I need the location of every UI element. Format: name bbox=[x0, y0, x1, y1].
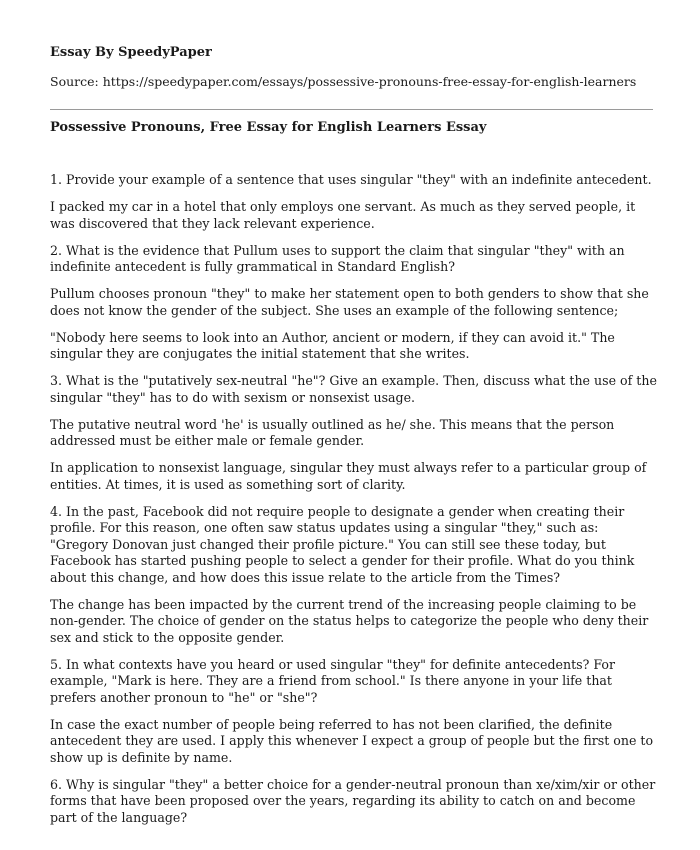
answer-2a: Pullum chooses pronoun "they" to make her statement open to both genders to show that she does not know the gender of the subject. She uses an example of the following sentence; bbox=[50, 286, 649, 318]
header-divider bbox=[50, 109, 653, 110]
question-1: 1. Provide your example of a sentence that uses singular "they" with an indefinite antecedent. bbox=[50, 172, 652, 187]
source-url: Source: https://speedypaper.com/essays/possessive-pronouns-free-essay-for-english-learners bbox=[50, 74, 637, 89]
question-2: 2. What is the evidence that Pullum uses to support the claim that singular "they" with an indefinite antecedent is fully grammatical in Standard English? bbox=[50, 242, 625, 274]
answer-5: In case the exact number of people being referred to has not been clarified, the definite antecedent they are used. I apply this whenever I expect a group of people but the first one to show up is definite by name. bbox=[50, 716, 654, 765]
question-5: 5. In what contexts have you heard or used singular "they" for definite antecedents? For example, "Mark is here. They are a friend from school." Is there anyone in your life that prefers another pronoun to "he" or "she"? bbox=[50, 656, 616, 705]
essay-body bbox=[50, 172, 660, 837]
question-6: 6. Why is singular "they" a better choice for a gender-neutral pronoun than xe/xim/xir or other forms that have been proposed over the years, regarding its ability to catch on and become part of the language? bbox=[50, 776, 656, 825]
answer-2b: "Nobody here seems to look into an Author, ancient or modern, if they can avoid it." The singular they are conjugates the initial statement that she writes. bbox=[50, 329, 615, 361]
question-4: 4. In the past, Facebook did not require people to designate a gender when creating their profile. For this reason, one often saw status updates using a singular "they," such as: "Gregory Donovan just changed their profile picture." You can still see these today, but Facebook has started pushing people to select a gender for their profile. What do you think about this change, and how does this issue relate to the article from the Times? bbox=[50, 503, 635, 585]
question-3: 3. What is the "putatively sex-neutral "he"? Give an example. Then, discuss what the use of the singular "they" has to do with sexism or nonsexist usage. bbox=[50, 373, 657, 405]
answer-1: I packed my car in a hotel that only employs one servant. As much as they served people, it was discovered that they lack relevant experience. bbox=[50, 199, 636, 231]
site-brand: Essay By SpeedyPaper bbox=[50, 45, 212, 60]
essay-title: Possessive Pronouns, Free Essay for English Learners Essay bbox=[50, 120, 487, 135]
answer-4: The change has been impacted by the current trend of the increasing people claiming to be non-gender. The choice of gender on the status helps to categorize the people who deny their sex and stick to the opposite gender. bbox=[50, 596, 649, 645]
answer-3a: The putative neutral word 'he' is usually outlined as he/ she. This means that the person addressed must be either male or female gender. bbox=[50, 416, 615, 448]
answer-3b: In application to nonsexist language, singular they must always refer to a particular group of entities. At times, it is used as something sort of clarity. bbox=[50, 460, 647, 492]
